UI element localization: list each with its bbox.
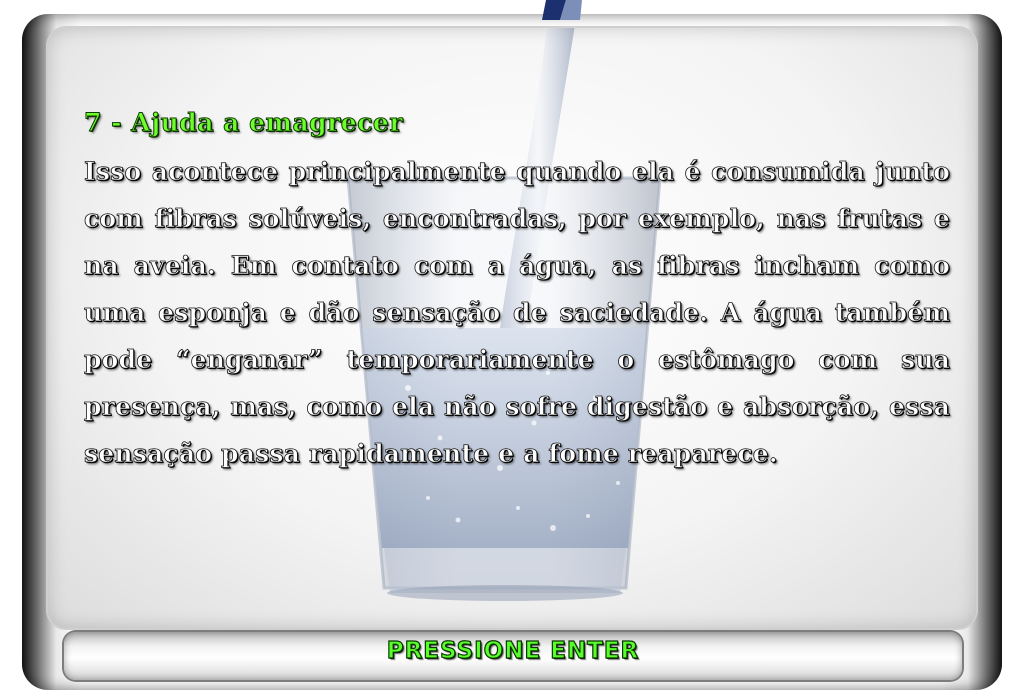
bottom-bar[interactable] bbox=[64, 632, 962, 680]
dialog-body-text: Isso acontece principalmente quando ela é consumida junto com fibras solúveis, encontradas, por exemplo, nas frutas e na aveia. Em contato com a água, as fibras incham como uma esponja e dão sensação de saciedade. A água também pode “enganar” temporariamente o estômago com sua presença, mas, como ela não sofre digestão e absorção, essa sensação passa rapidamente e a fome reaparece. bbox=[84, 157, 950, 468]
dialog-title: 7 - Ajuda a emagrecer bbox=[84, 108, 403, 137]
press-enter-prompt[interactable]: PRESSIONE ENTER bbox=[386, 638, 640, 664]
dialog-panel bbox=[48, 28, 976, 628]
water-stream-top bbox=[540, 0, 588, 20]
